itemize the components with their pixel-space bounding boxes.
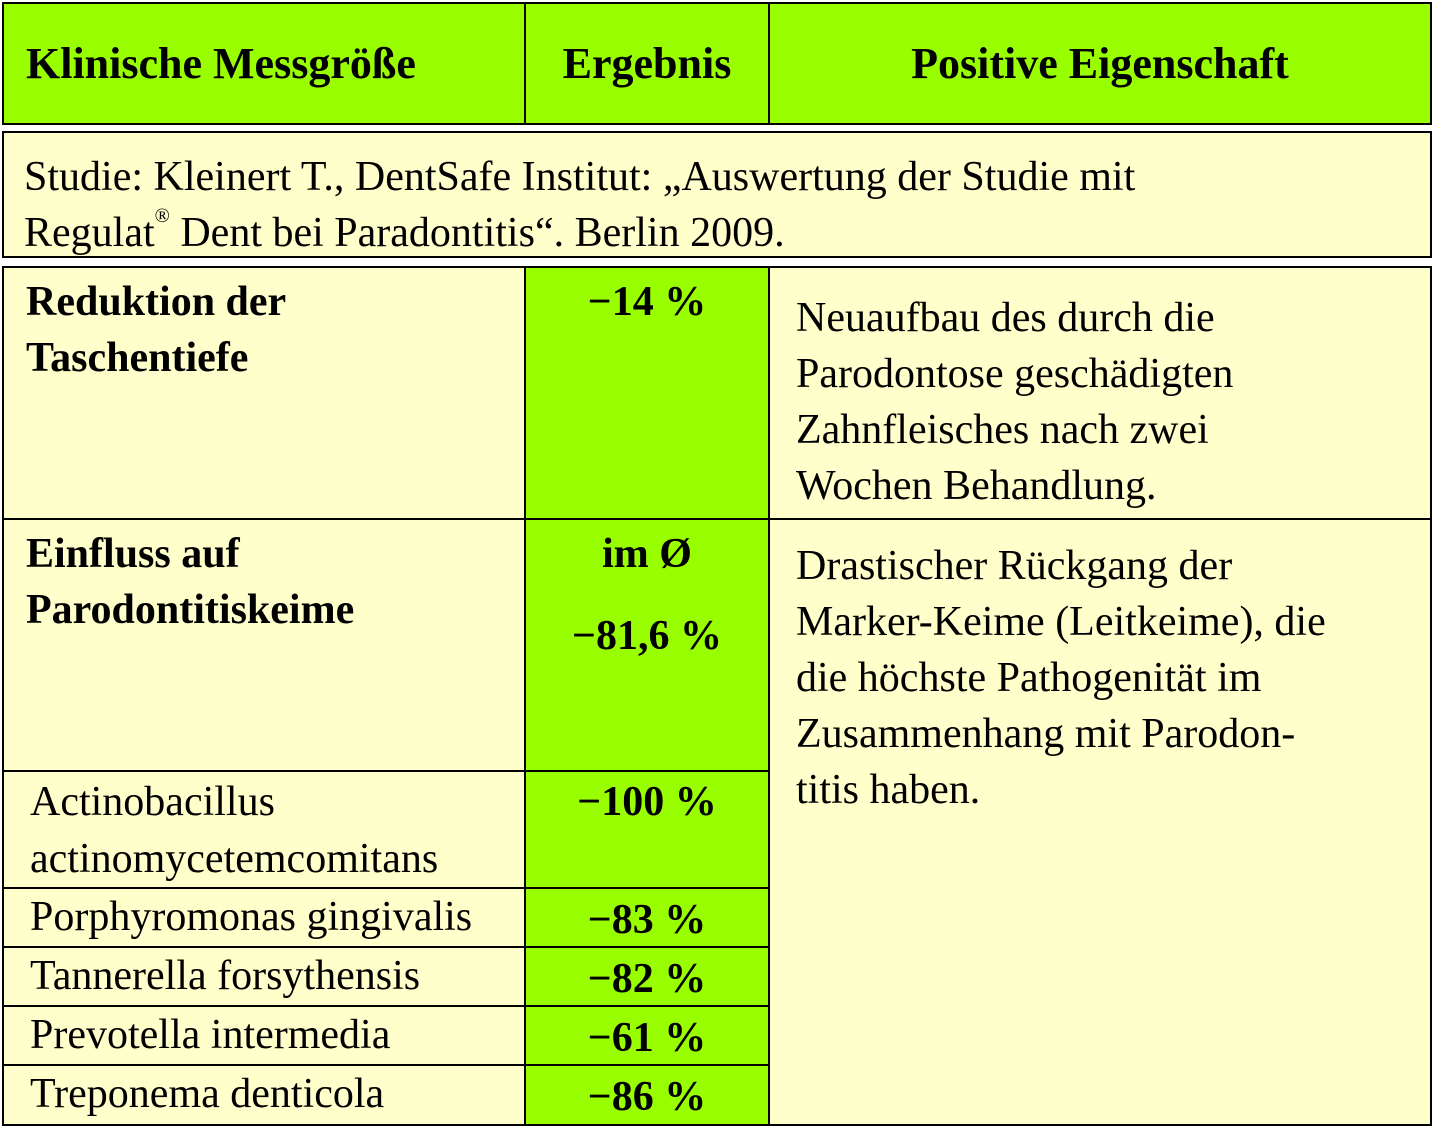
germ-name-line: Tannerella forsythensis bbox=[30, 953, 421, 999]
germ-name bbox=[4, 889, 524, 946]
table-header bbox=[2, 2, 1432, 125]
property-line: Drastischer Rückgang der bbox=[796, 543, 1233, 589]
germ-result-value: −100 % bbox=[577, 779, 717, 825]
result-average-label: im Ø bbox=[602, 531, 692, 577]
result-pocket-depth bbox=[526, 268, 768, 518]
row-divider bbox=[4, 518, 1430, 520]
column-divider bbox=[768, 268, 770, 1124]
row-divider bbox=[4, 887, 770, 889]
property-line: titis haben. bbox=[796, 767, 981, 813]
registered-mark: ® bbox=[154, 205, 170, 227]
measure-pocket-depth bbox=[4, 268, 524, 518]
germ-result bbox=[526, 1007, 768, 1064]
germ-result bbox=[526, 772, 768, 887]
germ-result-value: −83 % bbox=[587, 897, 707, 943]
germ-name-line: Porphyromonas gingivalis bbox=[30, 894, 473, 940]
germ-result bbox=[526, 1066, 768, 1124]
property-germs bbox=[770, 520, 1430, 1122]
study-product: Regulat bbox=[24, 210, 155, 256]
results-table bbox=[2, 266, 1432, 1126]
property-line: Marker-Keime (Leitkeime), die bbox=[796, 599, 1326, 645]
germ-result bbox=[526, 948, 768, 1005]
germ-result bbox=[526, 889, 768, 946]
study-line-2 bbox=[24, 205, 1430, 261]
germ-name-line: Actinobacillus bbox=[30, 779, 275, 825]
property-pocket-depth bbox=[770, 268, 1430, 518]
property-line: die höchste Pathogenität im bbox=[796, 655, 1262, 701]
header-result: Ergebnis bbox=[562, 39, 732, 88]
result-germs bbox=[526, 520, 768, 770]
header-property: Positive Eigenschaft bbox=[911, 39, 1289, 88]
column-divider bbox=[524, 268, 526, 1124]
property-line: Zahnfleisches nach zwei bbox=[796, 407, 1209, 453]
measure-label-line: Reduktion der bbox=[26, 279, 287, 325]
property-line: Wochen Behandlung. bbox=[796, 463, 1157, 509]
germ-result-value: −61 % bbox=[587, 1015, 707, 1061]
property-line: Zusammenhang mit Parodon- bbox=[796, 711, 1296, 757]
result-value: −14 % bbox=[587, 279, 707, 325]
germ-name bbox=[4, 772, 524, 887]
row-divider bbox=[4, 770, 770, 772]
germ-name bbox=[4, 1066, 524, 1124]
header-measure: Klinische Messgröße bbox=[26, 39, 416, 88]
row-divider bbox=[4, 946, 770, 948]
property-line: Parodontose geschädigten bbox=[796, 351, 1234, 397]
measure-label-line: Parodontitiskeime bbox=[26, 587, 355, 633]
germ-result-value: −86 % bbox=[587, 1074, 707, 1120]
germ-name bbox=[4, 1007, 524, 1064]
germ-name-line: Prevotella intermedia bbox=[30, 1012, 391, 1058]
measure-germs bbox=[4, 520, 524, 770]
germ-name-line: Treponema denticola bbox=[30, 1071, 385, 1117]
property-line: Neuaufbau des durch die bbox=[796, 295, 1215, 341]
germ-result-value: −82 % bbox=[587, 956, 707, 1002]
row-divider bbox=[4, 1064, 770, 1066]
measure-label-line: Taschentiefe bbox=[26, 335, 249, 381]
germ-name bbox=[4, 948, 524, 1005]
germ-name-line: actinomycetemcomitans bbox=[30, 836, 439, 882]
measure-label-line: Einfluss auf bbox=[26, 531, 240, 577]
study-line-1: Studie: Kleinert T., DentSafe Institut: „Auswertung der Studie mit bbox=[24, 154, 1136, 200]
study-line-2-rest: Dent bei Paradontitis“. Berlin 2009. bbox=[169, 210, 785, 256]
row-divider bbox=[4, 1005, 770, 1007]
result-value: −81,6 % bbox=[572, 613, 722, 659]
study-reference bbox=[2, 131, 1432, 258]
